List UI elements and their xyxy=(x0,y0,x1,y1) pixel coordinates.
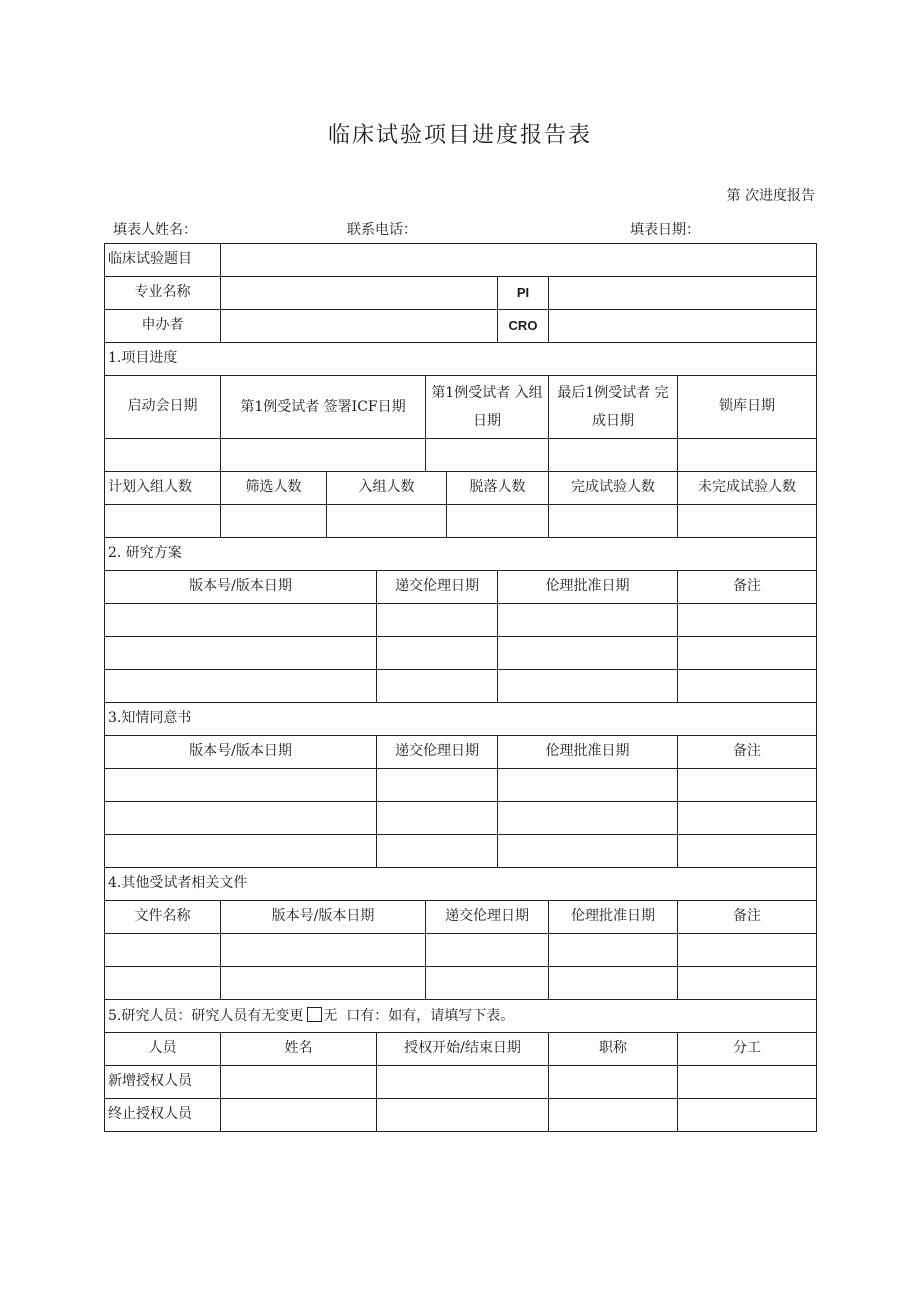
timeline-cell[interactable] xyxy=(549,439,678,472)
sponsor-field[interactable] xyxy=(221,310,498,343)
timeline-cell[interactable] xyxy=(105,439,221,472)
timeline-cell[interactable] xyxy=(221,439,426,472)
icf-cell[interactable] xyxy=(678,835,817,868)
other-doc-cell[interactable] xyxy=(221,967,426,1000)
protocol-header: 版本号/版本日期 xyxy=(105,571,377,604)
section-3-heading: 3.知情同意书 xyxy=(105,703,817,736)
trial-title-field[interactable] xyxy=(221,244,817,277)
count-header: 筛选人数 xyxy=(221,472,327,505)
icf-cell[interactable] xyxy=(498,835,678,868)
timeline-cell[interactable] xyxy=(678,439,817,472)
timeline-header: 第1例受试者 入组日期 xyxy=(426,376,549,439)
protocol-cell[interactable] xyxy=(498,670,678,703)
icf-cell[interactable] xyxy=(105,802,377,835)
terminated-staff-label: 终止授权人员 xyxy=(105,1099,221,1132)
other-doc-cell[interactable] xyxy=(549,934,678,967)
icf-header: 递交伦理日期 xyxy=(377,736,498,769)
other-doc-header: 伦理批准日期 xyxy=(549,901,678,934)
timeline-header: 启动会日期 xyxy=(105,376,221,439)
icf-cell[interactable] xyxy=(377,769,498,802)
section-5-heading xyxy=(105,1000,817,1033)
staff-cell[interactable] xyxy=(377,1099,549,1132)
staff-header: 人员 xyxy=(105,1033,221,1066)
count-header: 完成试验人数 xyxy=(549,472,678,505)
protocol-cell[interactable] xyxy=(105,637,377,670)
icf-cell[interactable] xyxy=(105,835,377,868)
fill-date-label: 填表日期： xyxy=(630,222,700,238)
count-header: 入组人数 xyxy=(327,472,447,505)
icf-header: 伦理批准日期 xyxy=(498,736,678,769)
protocol-header: 伦理批准日期 xyxy=(498,571,678,604)
cro-label: CRO xyxy=(498,310,549,343)
staff-cell[interactable] xyxy=(549,1099,678,1132)
timeline-header: 第1例受试者 签署ICF日期 xyxy=(221,376,426,439)
count-cell[interactable] xyxy=(549,505,678,538)
other-doc-header: 版本号/版本日期 xyxy=(221,901,426,934)
count-header: 脱落人数 xyxy=(447,472,549,505)
icf-cell[interactable] xyxy=(498,769,678,802)
count-cell[interactable] xyxy=(447,505,549,538)
trial-title-label: 临床试验题目 xyxy=(105,244,221,277)
staff-cell[interactable] xyxy=(377,1066,549,1099)
staff-cell[interactable] xyxy=(221,1066,377,1099)
added-staff-label: 新增授权人员 xyxy=(105,1066,221,1099)
protocol-cell[interactable] xyxy=(105,670,377,703)
protocol-header: 备注 xyxy=(678,571,817,604)
icf-cell[interactable] xyxy=(678,802,817,835)
staff-cell[interactable] xyxy=(678,1099,817,1132)
other-doc-cell[interactable] xyxy=(678,967,817,1000)
protocol-cell[interactable] xyxy=(678,604,817,637)
staff-change-question: 5.研究人员：研究人员有无变更 xyxy=(108,1007,304,1024)
filler-name-label: 填表人姓名： xyxy=(113,222,197,238)
other-doc-cell[interactable] xyxy=(549,967,678,1000)
timeline-header: 最后1例受试者 完成日期 xyxy=(549,376,678,439)
section-2-heading: 2. 研究方案 xyxy=(105,538,817,571)
other-doc-cell[interactable] xyxy=(105,967,221,1000)
count-cell[interactable] xyxy=(105,505,221,538)
other-doc-cell[interactable] xyxy=(426,934,549,967)
staff-header: 职称 xyxy=(549,1033,678,1066)
no-change-option-label: 无 xyxy=(323,1007,338,1024)
has-change-option-label: 口有：如有，请填写下表。 xyxy=(346,1007,515,1024)
protocol-cell[interactable] xyxy=(377,604,498,637)
section-1-heading: 1.项目进度 xyxy=(105,343,817,376)
icf-cell[interactable] xyxy=(377,835,498,868)
protocol-cell[interactable] xyxy=(678,637,817,670)
icf-cell[interactable] xyxy=(105,769,377,802)
staff-header: 授权开始/结束日期 xyxy=(377,1033,549,1066)
phone-label: 联系电话： xyxy=(347,222,417,238)
report-number: 第 次进度报告 xyxy=(726,188,815,204)
protocol-cell[interactable] xyxy=(377,670,498,703)
sponsor-label: 申办者 xyxy=(105,310,221,343)
other-doc-cell[interactable] xyxy=(678,934,817,967)
icf-cell[interactable] xyxy=(678,769,817,802)
other-doc-cell[interactable] xyxy=(426,967,549,1000)
page-title: 临床试验项目进度报告表 xyxy=(327,123,592,148)
pi-label: PI xyxy=(498,277,549,310)
protocol-cell[interactable] xyxy=(678,670,817,703)
specialty-field[interactable] xyxy=(221,277,498,310)
protocol-cell[interactable] xyxy=(498,637,678,670)
section-4-heading: 4.其他受试者相关文件 xyxy=(105,868,817,901)
other-doc-header: 递交伦理日期 xyxy=(426,901,549,934)
icf-cell[interactable] xyxy=(377,802,498,835)
pi-field[interactable] xyxy=(549,277,817,310)
cro-field[interactable] xyxy=(549,310,817,343)
icf-header: 备注 xyxy=(678,736,817,769)
other-doc-cell[interactable] xyxy=(221,934,426,967)
count-header: 计划入组人数 xyxy=(105,472,221,505)
protocol-cell[interactable] xyxy=(498,604,678,637)
staff-cell[interactable] xyxy=(678,1066,817,1099)
progress-report-table xyxy=(104,243,817,1132)
icf-header: 版本号/版本日期 xyxy=(105,736,377,769)
count-cell[interactable] xyxy=(678,505,817,538)
staff-cell[interactable] xyxy=(221,1099,377,1132)
icf-cell[interactable] xyxy=(498,802,678,835)
count-cell[interactable] xyxy=(327,505,447,538)
staff-header: 分工 xyxy=(678,1033,817,1066)
no-change-checkbox[interactable] xyxy=(307,1007,322,1022)
other-doc-cell[interactable] xyxy=(105,934,221,967)
count-cell[interactable] xyxy=(221,505,327,538)
other-doc-header: 文件名称 xyxy=(105,901,221,934)
count-header: 未完成试验人数 xyxy=(678,472,817,505)
staff-cell[interactable] xyxy=(549,1066,678,1099)
staff-header: 姓名 xyxy=(221,1033,377,1066)
protocol-cell[interactable] xyxy=(105,604,377,637)
protocol-header: 递交伦理日期 xyxy=(377,571,498,604)
other-doc-header: 备注 xyxy=(678,901,817,934)
timeline-header: 锁库日期 xyxy=(678,376,817,439)
timeline-cell[interactable] xyxy=(426,439,549,472)
protocol-cell[interactable] xyxy=(377,637,498,670)
specialty-label: 专业名称 xyxy=(105,277,221,310)
